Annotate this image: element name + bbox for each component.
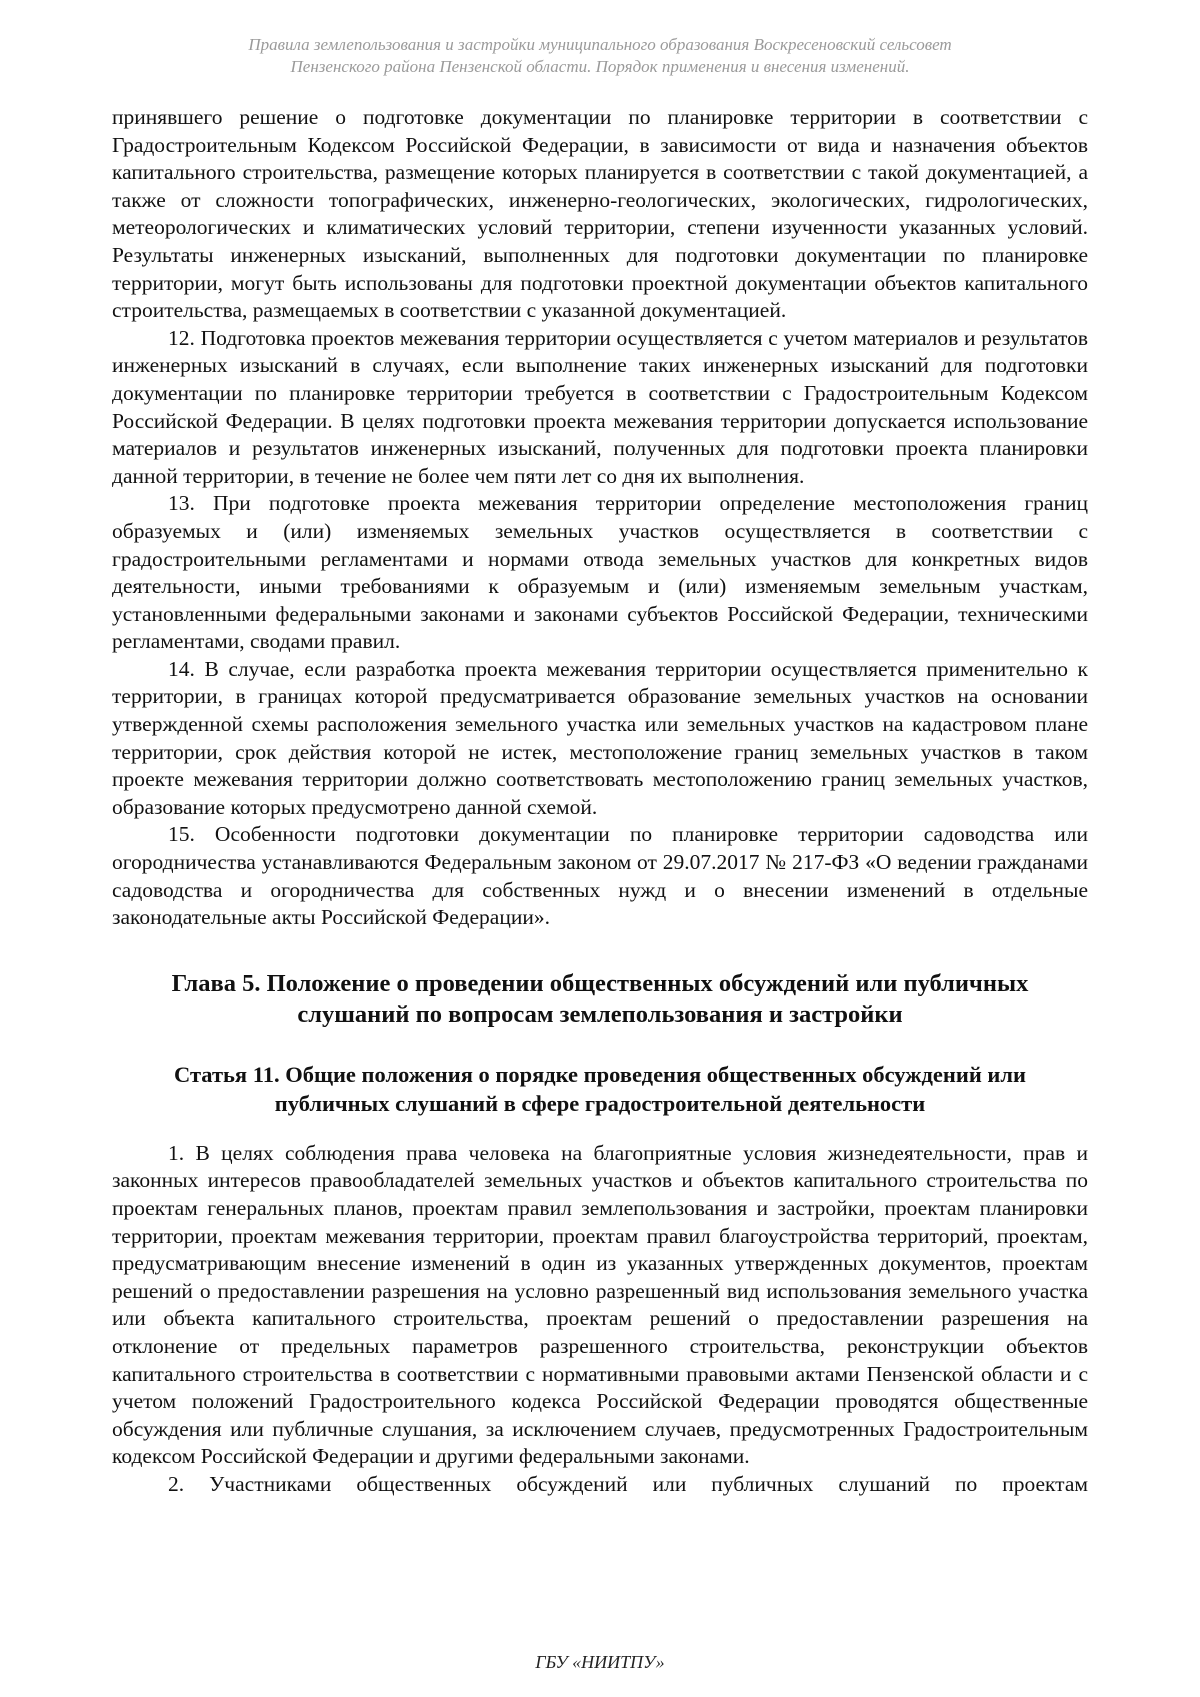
header-line-1: Правила землепользования и застройки муниципального образования Воскресеновский сельсовет bbox=[248, 35, 952, 54]
header-line-2: Пензенского района Пензенской области. Порядок применения и внесения изменений. bbox=[290, 57, 910, 76]
paragraph-14: 14. В случае, если разработка проекта межевания территории осуществляется применительно к территории, в границах которой предусматривается образование земельных участков на основании утвержденной схемы расположения земельного участка или земельных участков на кадастровом плане территории, срок действия которой не истек, местоположение границ земельных участков в таком проекте межевания территории должно соответствовать местоположению границ земельных участков, образование которых предусмотрено данной схемой. bbox=[112, 656, 1088, 819]
article-title bbox=[112, 1060, 1088, 1118]
article-11-paragraph-1: 1. В целях соблюдения права человека на благоприятные условия жизнедеятельности, прав и законных интересов правообладателей земельных участков и объектов капитального строительства по проектам генеральных планов, проектам правил землепользования и застройки, проектам планировки территории, проектам межевания территории, проектам правил благоустройства территорий, проектам, предусматривающим внесение изменений в один из указанных утвержденных документов, проектам решений о предоставлении разрешения на условно разрешенный вид использования земельного участка или объекта капитального строительства, проектам решений о предоставлении разрешения на отклонение от предельных параметров разрешенного строительства, реконструкции объектов капитального строительства в соответствии с нормативными правовыми актами Пензенской области и с учетом положений Градостроительного кодекса Российской Федерации проводятся общественные обсуждения или публичные слушания, за исключением случаев, предусмотренных Градостроительным кодексом Российской Федерации и другими федеральными законами. bbox=[112, 1140, 1088, 1469]
page-footer: ГБУ «НИИТПУ» bbox=[535, 1652, 665, 1672]
article-title-line-1: Статья 11. Общие положения о порядке проведения общественных обсуждений или bbox=[174, 1061, 1026, 1087]
chapter-title-line-2: слушаний по вопросам землепользования и застройки bbox=[297, 1000, 903, 1028]
paragraph-13: 13. При подготовке проекта межевания территории определение местоположения границ образуемых и (или) изменяемых земельных участков осуществляется в соответствии с градостроительными регламентами и нормами отвода земельных участков для конкретных видов деятельности, иными требованиями к образуемым и (или) изменяемым земельным участкам, установленными федеральными законами и законами субъектов Российской Федерации, техническими регламентами, сводами правил. bbox=[112, 491, 1088, 654]
chapter-title bbox=[112, 968, 1088, 1030]
paragraph-12: 12. Подготовка проектов межевания территории осуществляется с учетом материалов и результатов инженерных изысканий в случаях, если выполнение таких инженерных изысканий для подготовки документации по планировке территории требуется в соответствии с Градостроительным Кодексом Российской Федерации. В целях подготовки проекта межевания территории допускается использование материалов и результатов инженерных изысканий, полученных для подготовки проекта планировки данной территории, в течение не более чем пяти лет со дня их выполнения. bbox=[112, 325, 1088, 488]
paragraph-continuation: принявшего решение о подготовке документации по планировке территории в соответствии с Градостроительным Кодексом Российской Федерации, в зависимости от вида и назначения объектов капитального строительства, размещение которых планируется в соответствии с такой документацией, а также от сложности топографических, инженерно-геологических, экологических, гидрологических, метеорологических и климатических условий территории, степени изученности указанных условий. Результаты инженерных изысканий, выполненных для подготовки документации по планировке территории, могут быть использованы для подготовки проектной документации объектов капитального строительства, размещаемых в соответствии с указанной документацией. bbox=[112, 105, 1088, 323]
article-title-line-2: публичных слушаний в сфере градостроительной деятельности bbox=[274, 1090, 926, 1116]
paragraph-15: 15. Особенности подготовки документации по планировке территории садоводства или огородничества устанавливаются Федеральным законом от 29.07.2017 № 217-ФЗ «О ведении гражданами садоводства и огородничества для собственных нужд и о внесении изменений в отдельные законодательные акты Российской Федерации». bbox=[112, 822, 1088, 930]
article-11-paragraph-2: 2. Участниками общественных обсуждений или публичных слушаний по проектам bbox=[168, 1471, 1088, 1496]
document-body bbox=[112, 104, 1088, 1499]
chapter-title-line-1: Глава 5. Положение о проведении общественных обсуждений или публичных bbox=[171, 969, 1029, 997]
page-header bbox=[110, 34, 1090, 78]
